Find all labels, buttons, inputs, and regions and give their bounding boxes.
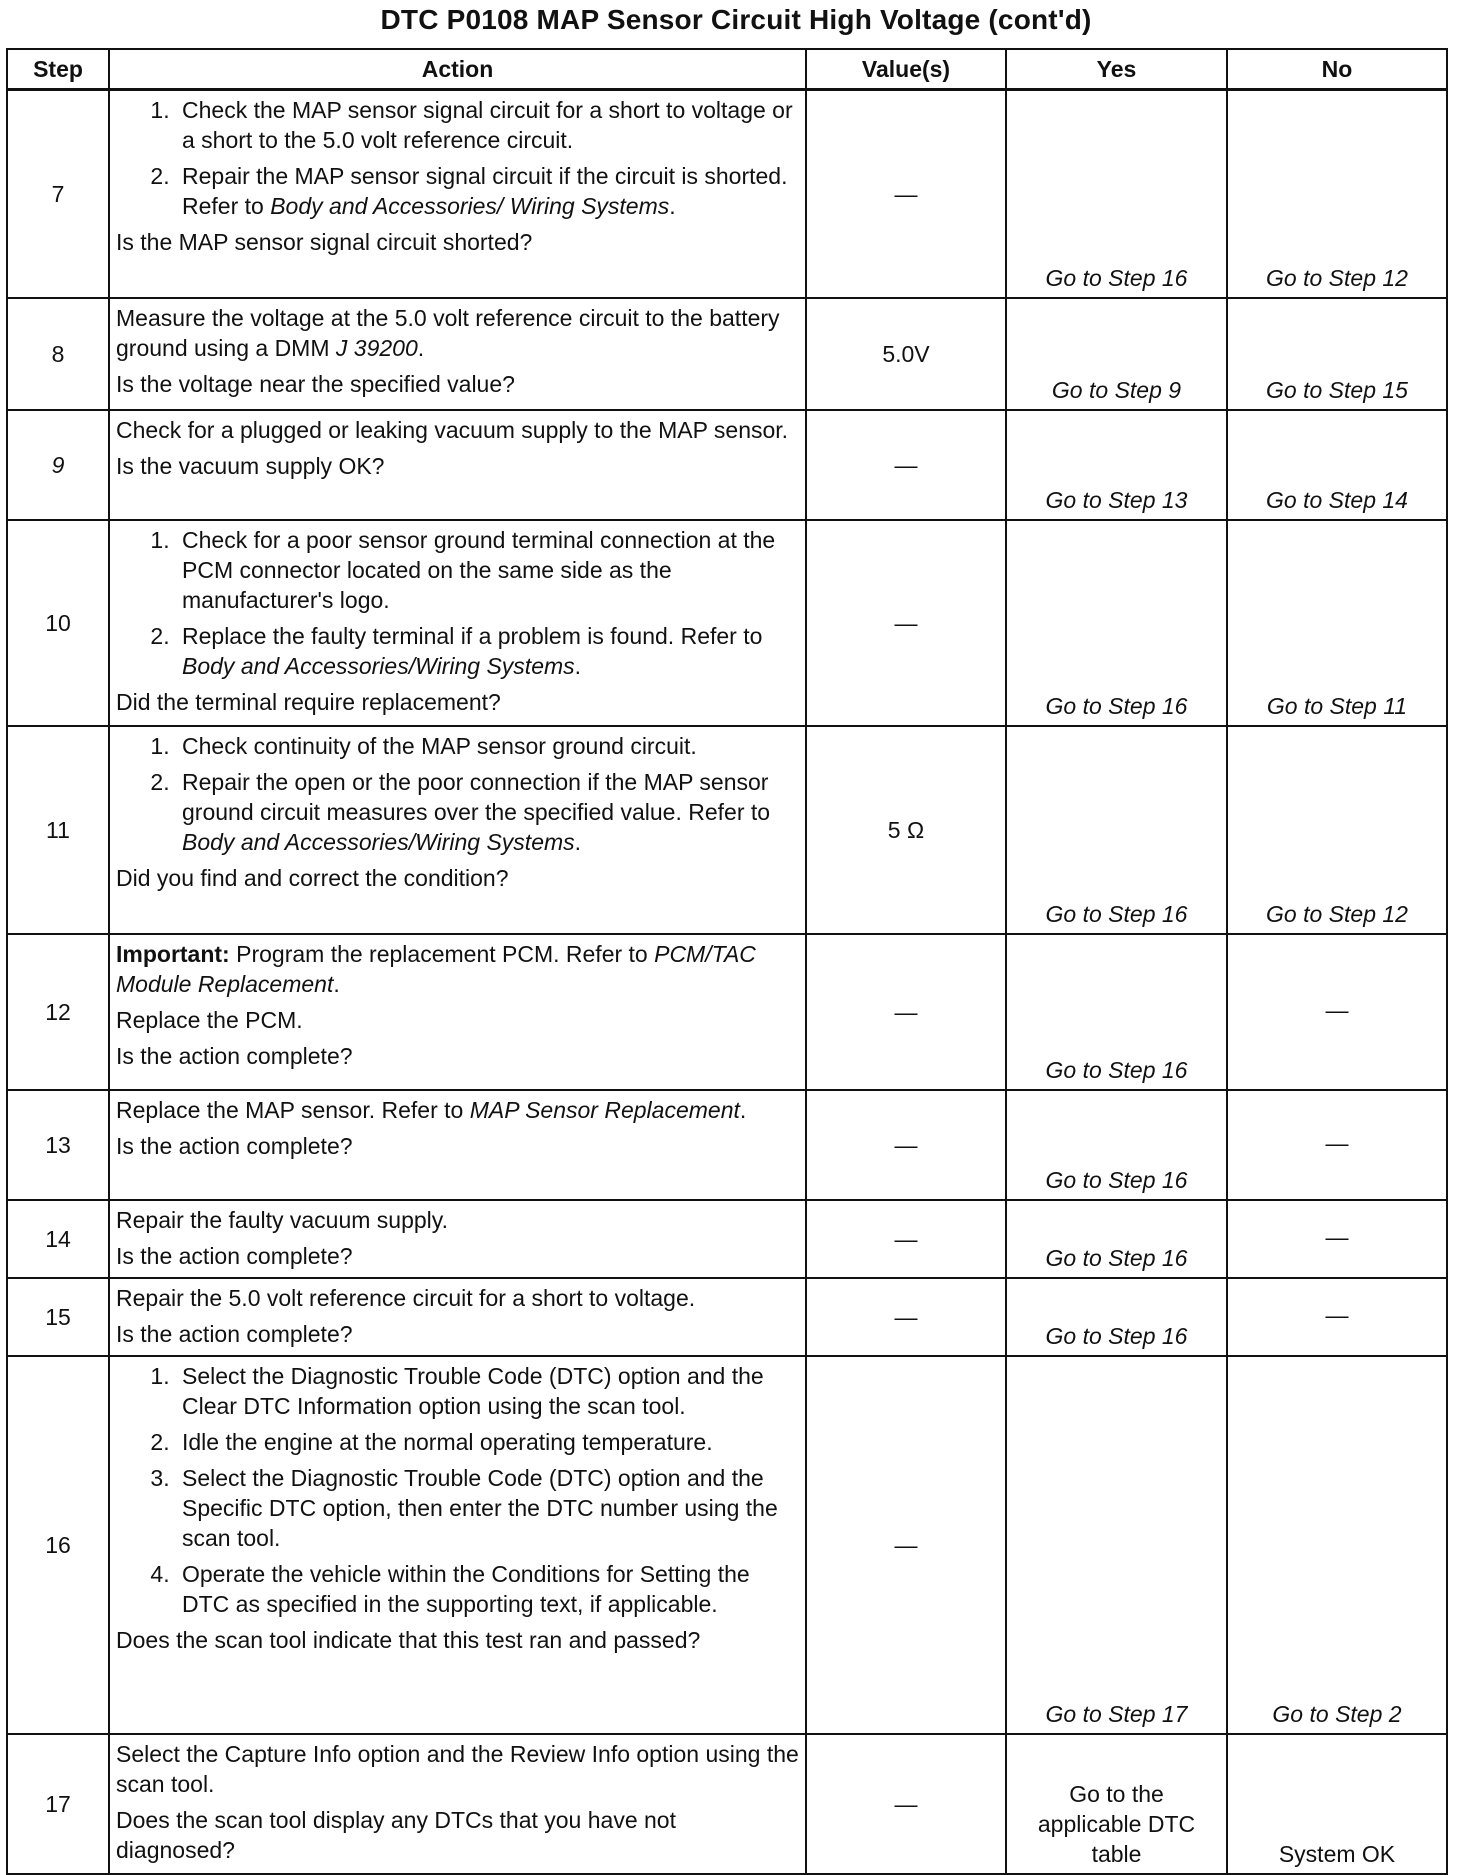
table-row — [7, 298, 1447, 410]
action-text: Repair the faulty vacuum supply. — [116, 1206, 448, 1233]
value-cell: — — [806, 520, 1006, 726]
header-action: Action — [109, 49, 806, 90]
no-cell: Go to Step 2 — [1227, 1356, 1447, 1734]
no-cell: Go to Step 14 — [1227, 410, 1447, 520]
table-row — [7, 726, 1447, 934]
action-question: Did the terminal require replacement? — [116, 688, 501, 715]
diagnostic-table — [6, 48, 1448, 1875]
step-number: 13 — [7, 1090, 109, 1200]
value-cell: — — [806, 1278, 1006, 1356]
value-cell: — — [806, 1734, 1006, 1874]
yes-cell: Go to Step 16 — [1006, 90, 1227, 298]
no-cell: Go to Step 15 — [1227, 298, 1447, 410]
yes-cell: Go to Step 16 — [1006, 520, 1227, 726]
table-row — [7, 90, 1447, 298]
table-row — [7, 934, 1447, 1090]
value-cell: — — [806, 410, 1006, 520]
action-question: Is the action complete? — [116, 1242, 353, 1269]
value-cell: — — [806, 1356, 1006, 1734]
action-text: Replace the MAP sensor. Refer to MAP Sensor Replacement. — [116, 1096, 747, 1123]
yes-cell: Go to Step 16 — [1006, 1278, 1227, 1356]
action-list-item: 2. Repair the open or the poor connection if the MAP sensor ground circuit measures over the specified value. Refer to Body and Accessories/Wiring Systems. — [176, 767, 801, 857]
action-cell — [109, 1200, 806, 1278]
action-question: Does the scan tool indicate that this test ran and passed? — [116, 1626, 701, 1653]
action-cell — [109, 726, 806, 934]
header-values: Value(s) — [806, 49, 1006, 90]
step-number: 14 — [7, 1200, 109, 1278]
header-step: Step — [7, 49, 109, 90]
action-question: Does the scan tool display any DTCs that you have not diagnosed? — [116, 1806, 676, 1863]
action-question: Is the action complete? — [116, 1042, 353, 1069]
action-question: Is the voltage near the specified value? — [116, 370, 515, 397]
step-number: 11 — [7, 726, 109, 934]
action-question: Did you find and correct the condition? — [116, 864, 509, 891]
no-cell: System OK — [1227, 1734, 1447, 1874]
action-cell — [109, 520, 806, 726]
yes-cell: Go to Step 16 — [1006, 1090, 1227, 1200]
action-list-item: 2. Idle the engine at the normal operating temperature. — [176, 1427, 801, 1457]
no-cell: — — [1227, 934, 1447, 1090]
no-cell: — — [1227, 1200, 1447, 1278]
action-list-item: 1. Check continuity of the MAP sensor ground circuit. — [176, 731, 801, 761]
action-cell — [109, 90, 806, 298]
table-row — [7, 1200, 1447, 1278]
action-list-item: 2. Repair the MAP sensor signal circuit if the circuit is shorted. Refer to Body and Accessories/ Wiring Systems. — [176, 161, 801, 221]
no-cell: — — [1227, 1090, 1447, 1200]
yes-cell: Go to Step 16 — [1006, 1200, 1227, 1278]
action-list-item: 4. Operate the vehicle within the Conditions for Setting the DTC as specified in the supporting text, if applicable. — [176, 1559, 801, 1619]
yes-cell: Go to Step 9 — [1006, 298, 1227, 410]
action-list-item: 1. Check for a poor sensor ground terminal connection at the PCM connector located on the same side as the manufacturer's logo. — [176, 525, 801, 615]
action-cell — [109, 1090, 806, 1200]
action-question: Is the MAP sensor signal circuit shorted? — [116, 229, 533, 255]
action-text: Check for a plugged or leaking vacuum supply to the MAP sensor. — [116, 416, 789, 443]
table-row — [7, 1278, 1447, 1356]
action-list-item: 3. Select the Diagnostic Trouble Code (DTC) option and the Specific DTC option, then enter the DTC number using the scan tool. — [176, 1463, 801, 1553]
important-note: Important: Program the replacement PCM. Refer to PCM/TAC Module Replacement. — [116, 940, 756, 997]
table-row — [7, 1356, 1447, 1734]
action-cell — [109, 934, 806, 1090]
action-text: Replace the PCM. — [116, 1006, 303, 1033]
header-yes: Yes — [1006, 49, 1227, 90]
no-cell: Go to Step 11 — [1227, 520, 1447, 726]
no-cell: — — [1227, 1278, 1447, 1356]
step-number: 15 — [7, 1278, 109, 1356]
action-question: Is the vacuum supply OK? — [116, 452, 385, 479]
table-row — [7, 1734, 1447, 1874]
no-cell: Go to Step 12 — [1227, 90, 1447, 298]
step-number: 12 — [7, 934, 109, 1090]
table-header-row — [7, 49, 1447, 90]
action-cell — [109, 298, 806, 410]
value-cell: — — [806, 1090, 1006, 1200]
value-cell: 5.0V — [806, 298, 1006, 410]
yes-cell: Go to Step 17 — [1006, 1356, 1227, 1734]
action-cell — [109, 1734, 806, 1874]
value-cell: — — [806, 934, 1006, 1090]
value-cell: 5 Ω — [806, 726, 1006, 934]
action-question: Is the action complete? — [116, 1132, 353, 1159]
step-number: 7 — [7, 90, 109, 298]
action-cell — [109, 1278, 806, 1356]
action-cell — [109, 410, 806, 520]
action-question: Is the action complete? — [116, 1320, 353, 1347]
yes-cell: Go to Step 16 — [1006, 934, 1227, 1090]
action-cell — [109, 1356, 806, 1734]
yes-cell: Go to Step 16 — [1006, 726, 1227, 934]
step-number: 16 — [7, 1356, 109, 1734]
yes-cell: Go to Step 13 — [1006, 410, 1227, 520]
page-title: DTC P0108 MAP Sensor Circuit High Voltage (cont'd) — [380, 4, 1092, 35]
header-no: No — [1227, 49, 1447, 90]
action-list-item: 2. Replace the faulty terminal if a problem is found. Refer to Body and Accessories/Wiring Systems. — [176, 621, 801, 681]
table-row — [7, 520, 1447, 726]
action-text: Repair the 5.0 volt reference circuit for a short to voltage. — [116, 1284, 696, 1311]
no-cell: Go to Step 12 — [1227, 726, 1447, 934]
step-number: 9 — [7, 410, 109, 520]
action-list-item: 1. Check the MAP sensor signal circuit for a short to voltage or a short to the 5.0 volt reference circuit. — [176, 95, 801, 155]
action-list-item: 1. Select the Diagnostic Trouble Code (DTC) option and the Clear DTC Information option using the scan tool. — [176, 1361, 801, 1421]
value-cell: — — [806, 90, 1006, 298]
step-number: 10 — [7, 520, 109, 726]
value-cell: — — [806, 1200, 1006, 1278]
table-row — [7, 410, 1447, 520]
step-number: 8 — [7, 298, 109, 410]
action-text: Measure the voltage at the 5.0 volt reference circuit to the battery ground using a DMM J 39200. — [116, 304, 780, 361]
table-row — [7, 1090, 1447, 1200]
yes-cell: Go to the applicable DTC table — [1006, 1734, 1227, 1874]
action-text: Select the Capture Info option and the Review Info option using the scan tool. — [116, 1740, 799, 1797]
step-number: 17 — [7, 1734, 109, 1874]
